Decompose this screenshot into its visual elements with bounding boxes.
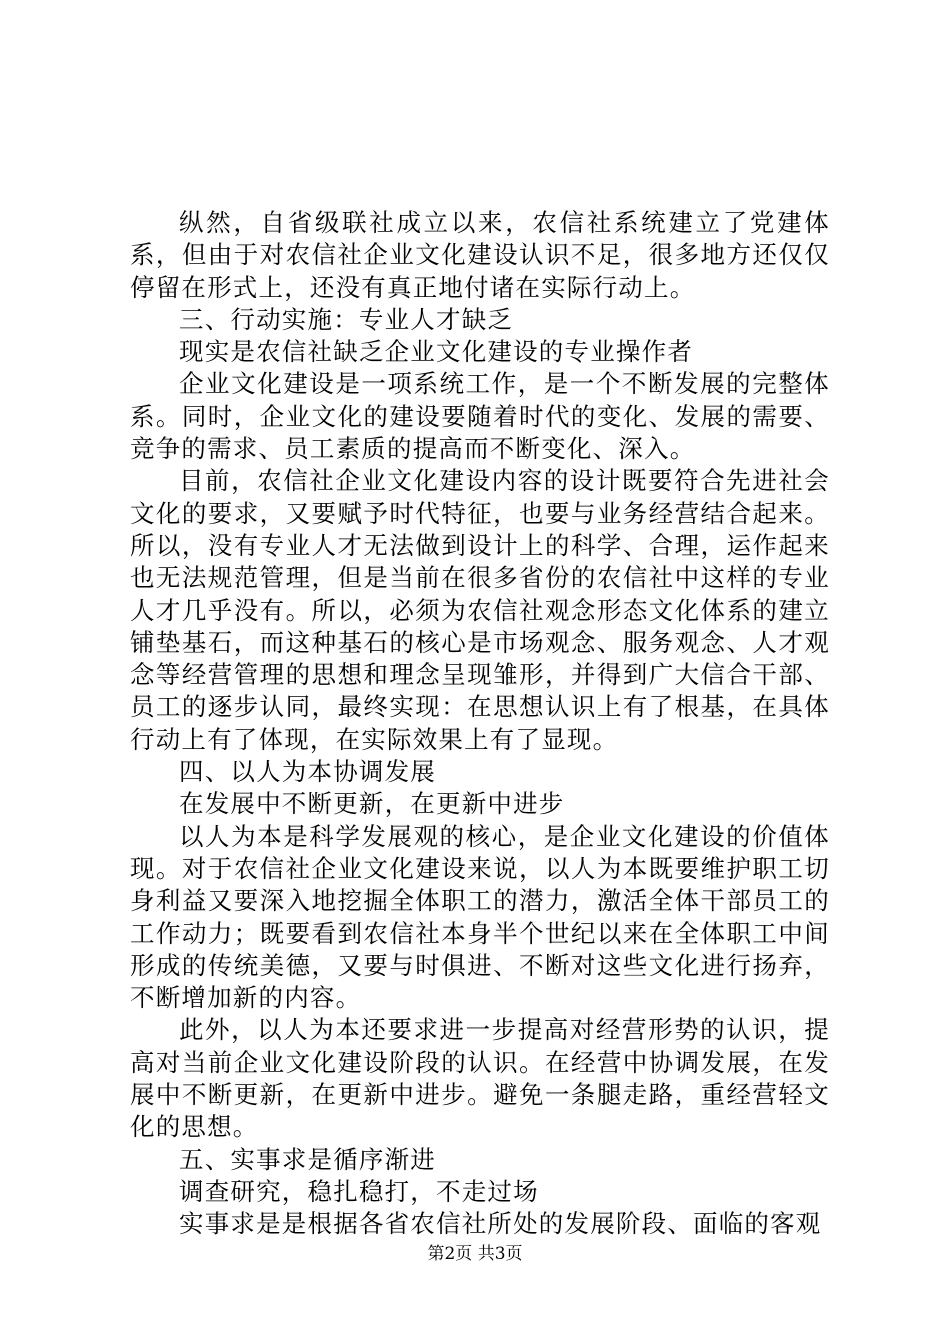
section-heading: 五、实事求是循序渐进 bbox=[179, 1144, 436, 1174]
section-subheading: 现实是农信社缺乏企业文化建设的专业操作者 bbox=[179, 337, 693, 367]
paragraph: 以人为本是科学发展观的核心，是企业文化建设的价值体现。对于农信社企业文化建设来说，以人为本既要维护职工切身利益又要深入地挖掘全体职工的潜力，激活全体干部员工的工作动力；既要看到农信社本身半个世纪以来在全体职工中间形成的传统美德，又要与时俱进、不断对这些文化进行扬弃，不断增加新的内容。 bbox=[130, 821, 830, 1013]
section-subheading: 在发展中不断更新，在更新中进步 bbox=[179, 789, 565, 819]
paragraph: 此外，以人为本还要求进一步提高对经营形势的认识，提高对当前企业文化建设阶段的认识。在经营中协调发展，在发展中不断更新，在更新中进步。避免一条腿走路，重经营轻文化的思想。 bbox=[130, 1015, 830, 1142]
paragraph: 企业文化建设是一项系统工作，是一个不断发展的完整体系。同时，企业文化的建设要随着时代的变化、发展的需要、竞争的需求、员工素质的提高而不断变化、深入。 bbox=[130, 369, 830, 464]
paragraph: 纵然，自省级联社成立以来，农信社系统建立了党建体系，但由于对农信社企业文化建设认识不足，很多地方还仅仅停留在形式上，还没有真正地付诸在实际行动上。 bbox=[130, 208, 830, 302]
section-subheading: 调查研究，稳扎稳打，不走过场 bbox=[179, 1176, 539, 1206]
document-body bbox=[130, 207, 830, 1241]
paragraph: 实事求是是根据各省农信社所处的发展阶段、面临的客观 bbox=[179, 1209, 822, 1239]
page-number-footer: 第2页 共3页 bbox=[427, 1244, 523, 1264]
section-heading: 四、以人为本协调发展 bbox=[179, 757, 436, 787]
paragraph: 目前，农信社企业文化建设内容的设计既要符合先进社会文化的要求，又要赋予时代特征，也要与业务经营结合起来。所以，没有专业人才无法做到设计上的科学、合理，运作起来也无法规范管理，但是当前在很多省份的农信社中这样的专业人才几乎没有。所以，必须为农信社观念形态文化体系的建立铺垫基石，而这种基石的核心是市场观念、服务观念、人才观念等经营管理的思想和理念呈现雏形，并得到广大信合干部、员工的逐步认同，最终实现：在思想认识上有了根基，在具体行动上有了体现，在实际效果上有了显现。 bbox=[130, 466, 830, 754]
section-heading: 三、行动实施：专业人才缺乏 bbox=[179, 304, 514, 334]
